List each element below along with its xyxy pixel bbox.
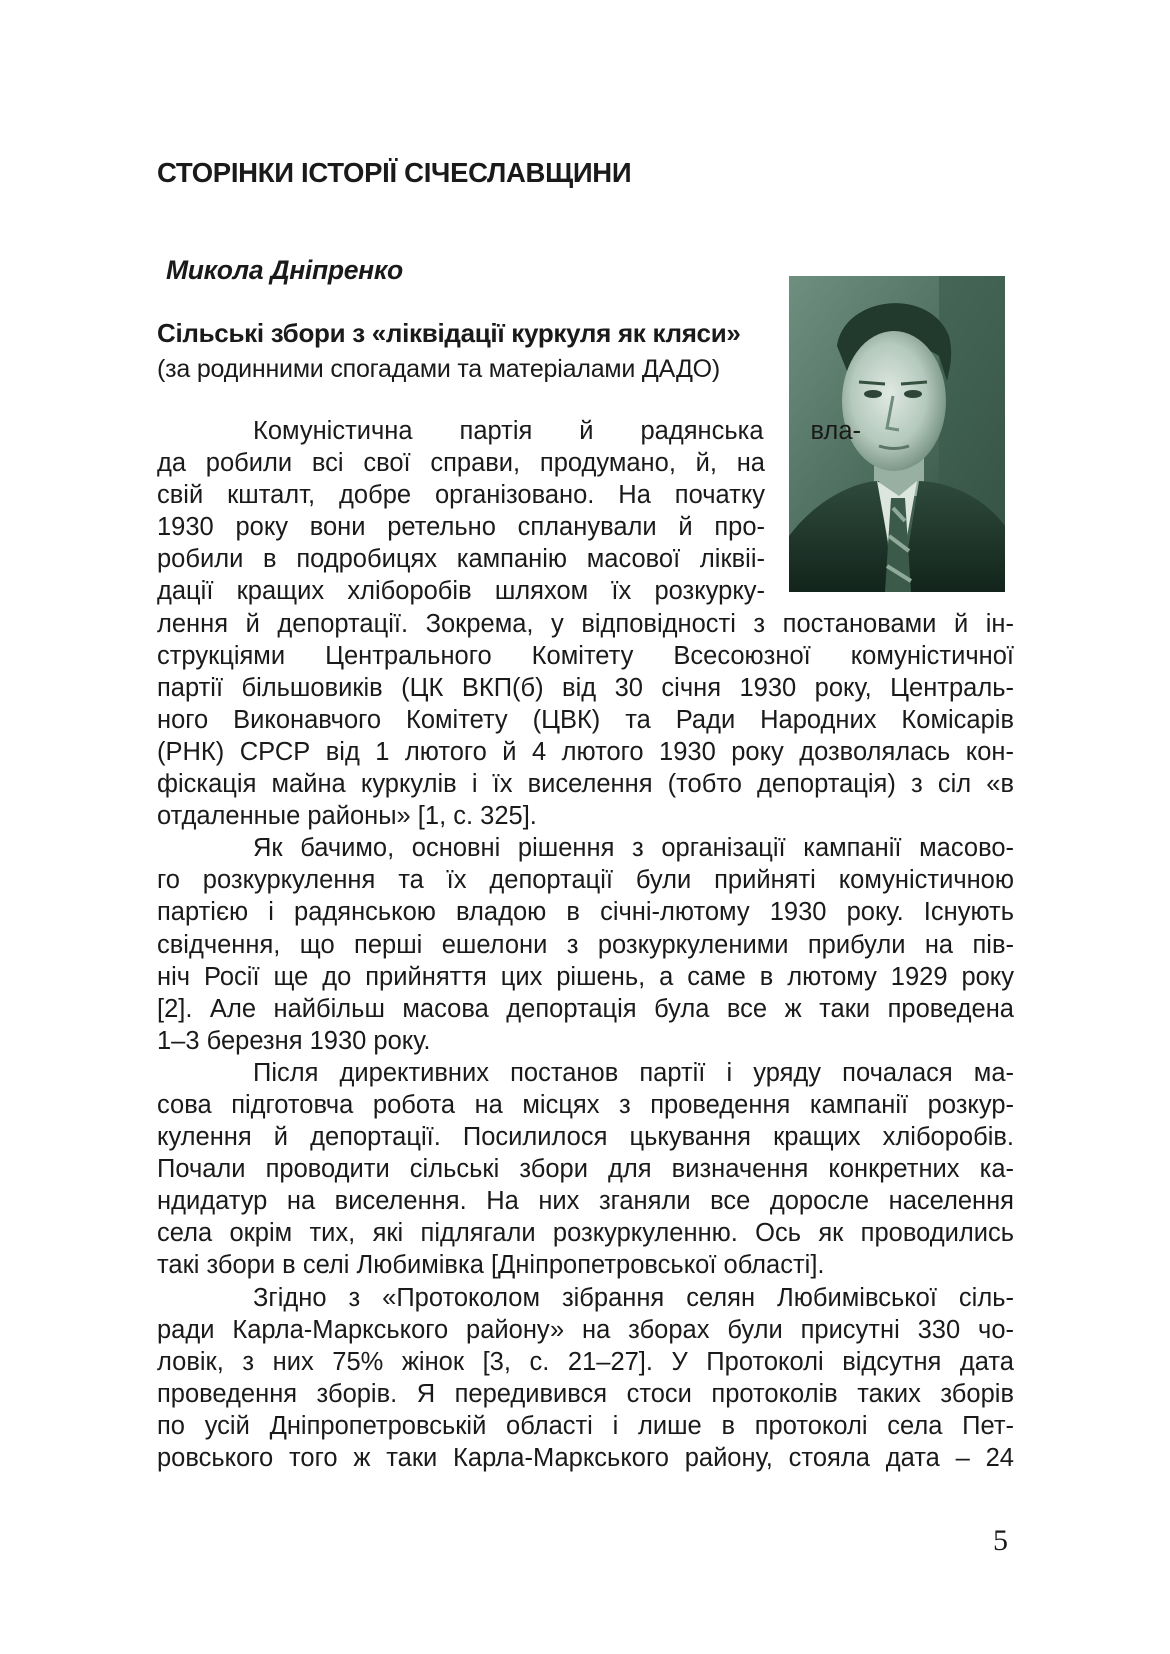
text-line: фіскація майна куркулів і їх виселення (тобто депортація) з сіл «в	[157, 770, 1014, 799]
text-line: Згідно з «Протоколом зібрання селян Любимівської сіль-	[253, 1283, 1014, 1312]
text-line: сова підготовча робота на місцях з проведення кампанії розкур-	[157, 1090, 1014, 1119]
text-line: лення й депортації. Зокрема, у відповідності з постановами й ін-	[157, 609, 1014, 638]
text-line: ніч Росії ще до прийняття цих рішень, а саме в лютому 1929 року	[157, 962, 1014, 991]
text-line: робили в подробицях кампанію масової ліквіі-	[157, 545, 765, 574]
text-line: ловік, з них 75% жінок [3, с. 21–27]. У Протоколі відсутня дата	[157, 1347, 1014, 1376]
text-line: партією і радянською владою в січні-лютому 1930 року. Існують	[157, 898, 1014, 927]
text-line: струкціями Центрального Комітету Всесоюзної комуністичної	[157, 641, 1014, 670]
text-line: Як бачимо, основні рішення з організації кампанії масово-	[253, 834, 1014, 863]
text-line: по усій Дніпропетровській області і лише в протоколі села Пет-	[157, 1411, 1014, 1440]
text-line: (РНК) СРСР від 1 лютого й 4 лютого 1930 року дозволялась кон-	[157, 737, 1014, 766]
text-line: ровського того ж таки Карла-Маркського району, стояла дата – 24	[157, 1444, 1014, 1472]
article-paragraph	[157, 415, 1014, 832]
text-line: такі збори в селі Любимівка [Дніпропетровської області].	[157, 1251, 825, 1280]
text-line: Після директивних постанов партії і уряду почалася ма-	[253, 1058, 1014, 1087]
text-line: да робили всі свої справи, продумано, й, на	[157, 449, 765, 478]
section-title: СТОРІНКИ ІСТОРІЇ СІЧЕСЛАВЩИНИ	[157, 157, 632, 188]
author-name: Микола Дніпренко	[166, 255, 403, 285]
text-line: свій кшталт, добре організовано. На початку	[157, 481, 765, 510]
text-line: кулення й депортації. Посилилося цькування кращих хліборобів.	[157, 1123, 1014, 1152]
article-title: Сільські збори з «ліквідації куркуля як кляси»	[157, 318, 741, 348]
text-line: ради Карла-Маркського району» на зборах були присутні 330 чо-	[157, 1315, 1014, 1344]
text-line: проведення зборів. Я передивився стоси протоколів таких зборів	[157, 1379, 1014, 1408]
page-number: 5	[993, 1524, 1008, 1557]
text-line: Почали проводити сільські збори для визначення конкретних ка-	[157, 1155, 1014, 1184]
text-line: села окрім тих, які підлягали розкуркуленню. Ось як проводились	[157, 1219, 1014, 1248]
text-line: дації кращих хліборобів шляхом їх розкурку-	[157, 577, 765, 606]
text-line: [2]. Але найбільш масова депортація була все ж таки проведена	[157, 994, 1014, 1023]
article-paragraph	[157, 1057, 1014, 1282]
text-line: Комуністична партія й радянська вла-	[253, 417, 861, 445]
article-body	[157, 415, 1014, 1474]
text-line: ндидатур на виселення. На них зганяли все доросле населення	[157, 1187, 1014, 1216]
text-line: ного Виконавчого Комітету (ЦВК) та Ради Народних Комісарів	[157, 705, 1014, 734]
text-line: свідчення, що перші ешелони з розкуркуленими прибули на пів-	[157, 930, 1014, 959]
text-line: го розкуркулення та їх депортації були прийняті комуністичною	[157, 866, 1014, 895]
text-line: отдаленные районы» [1, с. 325].	[157, 802, 537, 831]
text-line: 1–3 березня 1930 року.	[157, 1026, 431, 1055]
text-line: партії більшовиків (ЦК ВКП(б) від 30 січня 1930 року, Централь-	[157, 673, 1014, 702]
article-paragraph	[157, 832, 1014, 1057]
article-paragraph	[157, 1282, 1014, 1475]
article-subtitle: (за родинними спогадами та матеріалами ДАДО)	[157, 355, 721, 383]
text-line: 1930 року вони ретельно спланували й про-	[157, 513, 765, 542]
